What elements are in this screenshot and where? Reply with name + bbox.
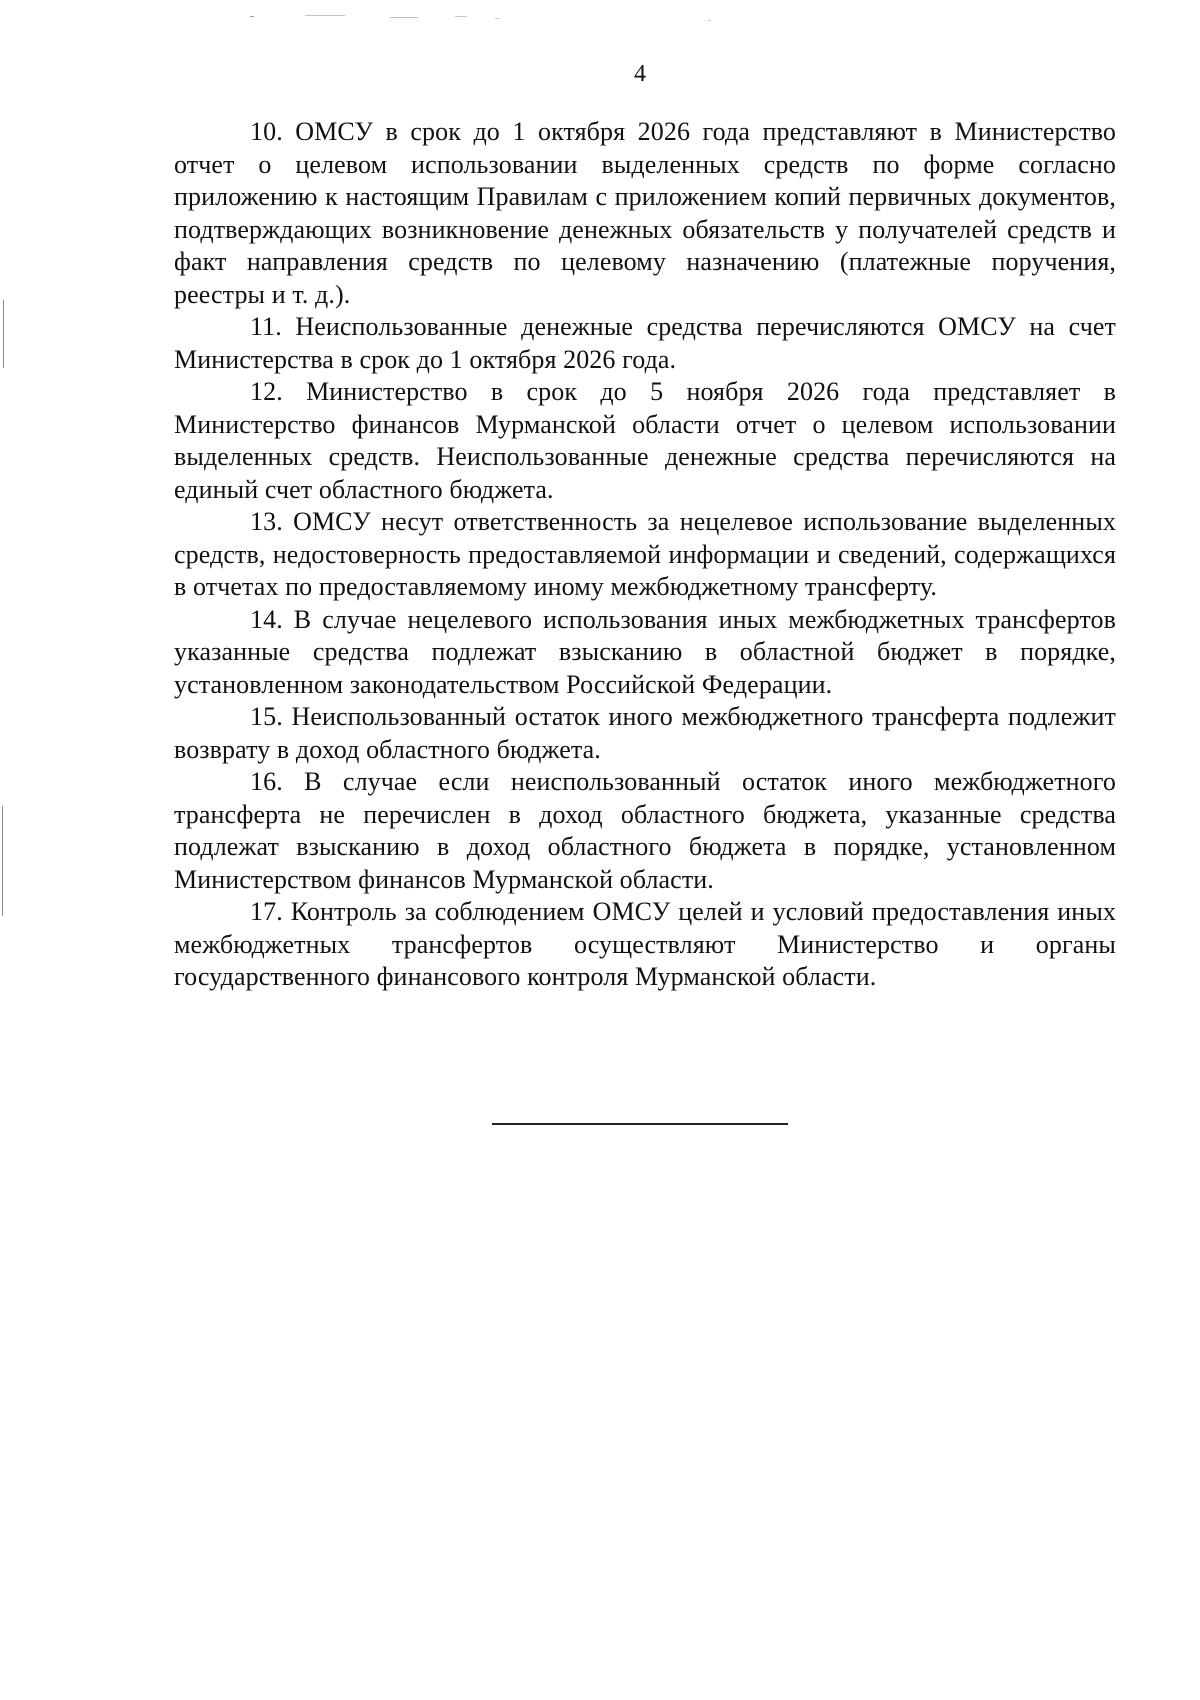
paragraph-14: 14. В случае нецелевого использования иных межбюджетных трансфертов указанные средства подлежат взысканию в областной бюджет в порядке, установленном законодательством Российской Федерации. (174, 604, 1116, 699)
paragraph-16: 16. В случае если неиспользованный остаток иного межбюджетного трансферта не перечислен в доход областного бюджета, указанные средства подлежат взысканию в доход областного бюджета в порядке, установленном Министерством финансов Мурманской области. (174, 767, 1116, 894)
paragraph-17: 17. Контроль за соблюдением ОМСУ целей и условий предоставления иных межбюджетных трансфертов осуществляют Министерство и органы государственного финансового контроля Мурманской области. (174, 897, 1116, 991)
page-number: 4 (634, 61, 646, 87)
scan-artifact (250, 16, 254, 17)
document-body (174, 116, 1116, 994)
scan-artifact (3, 300, 4, 368)
scan-artifact (305, 15, 345, 16)
paragraph-10: 10. ОМСУ в срок до 1 октября 2026 года представляют в Министерство отчет о целевом использовании выделенных средств по форме согласно приложению к настоящим Правилам с приложением копий первичных документов, подтверждающих возникновение денежных обязательств у получателей средств и факт направления средств по целевому назначению (платежные поручения, реестры и т. д.). (174, 117, 1116, 309)
end-of-document-rule (492, 1123, 788, 1125)
scan-artifact (2, 806, 3, 916)
paragraph-12: 12. Министерство в срок до 5 ноября 2026 года представляет в Министерство финансов Мурманской области отчет о целевом использовании выделенных средств. Неиспользованные денежные средства перечисляются на единый счет областного бюджета. (174, 377, 1116, 504)
paragraph-11: 11. Неиспользованные денежные средства перечисляются ОМСУ на счет Министерства в срок до 1 октября 2026 года. (174, 312, 1116, 374)
scan-artifact (455, 16, 467, 17)
scan-artifact (708, 20, 711, 21)
paragraph-13: 13. ОМСУ несут ответственность за нецелевое использование выделенных средств, недостоверность предоставляемой информации и сведений, содержащихся в отчетах по предоставляемому иному межбюджетному трансферту. (174, 507, 1116, 601)
scan-artifact (495, 18, 500, 19)
scan-artifact (390, 17, 418, 18)
paragraph-15: 15. Неиспользованный остаток иного межбюджетного трансферта подлежит возврату в доход областного бюджета. (174, 702, 1116, 764)
